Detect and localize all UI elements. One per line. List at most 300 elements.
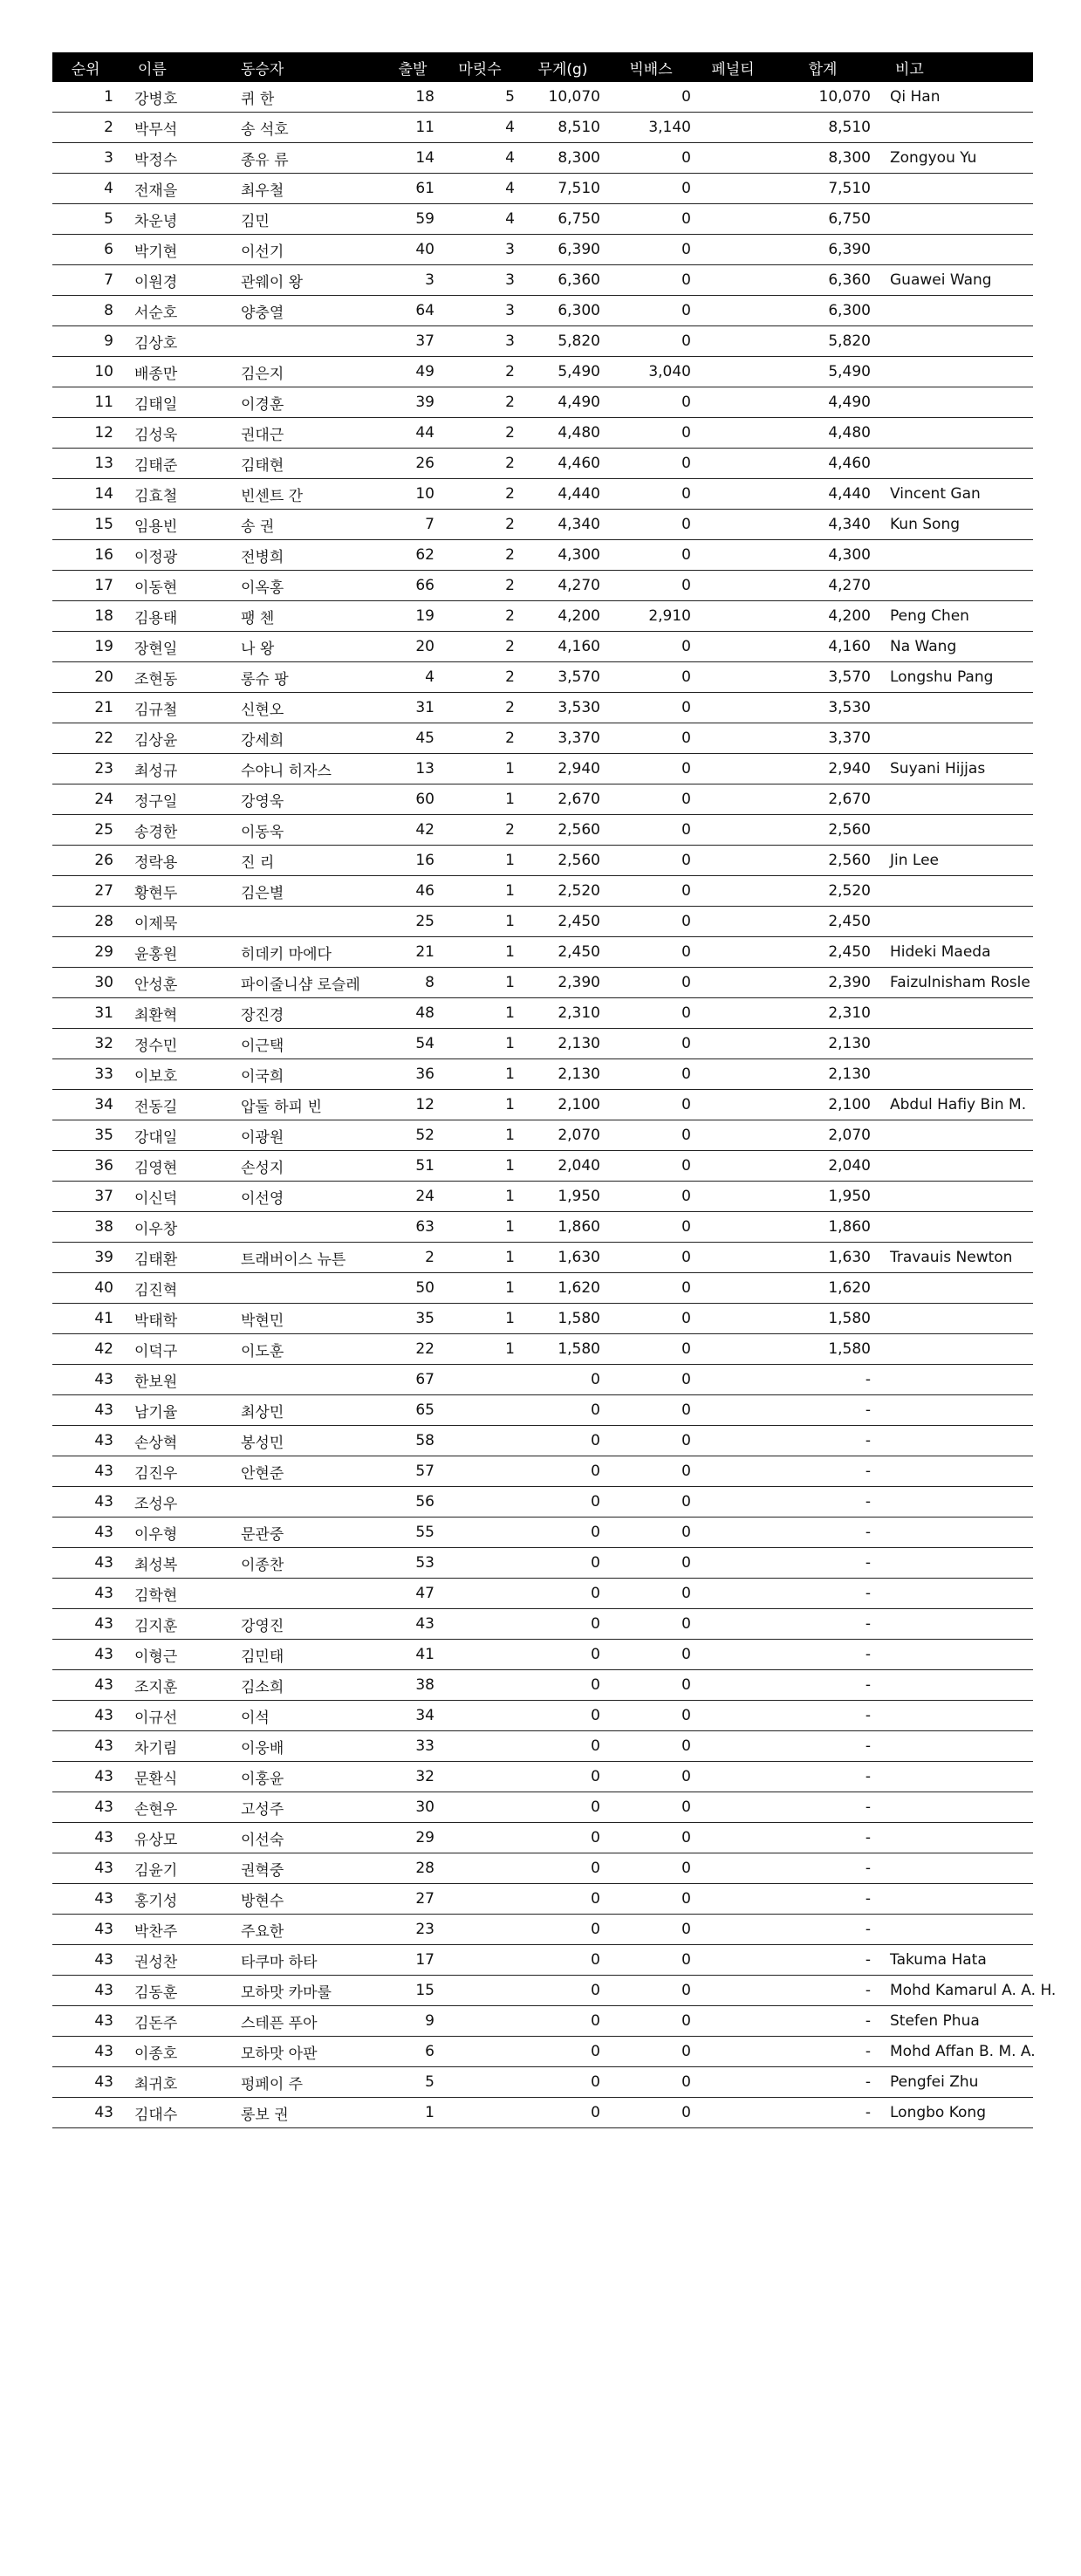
cell-rank: 3 — [52, 143, 119, 174]
cell-co-angler: 이옥홍 — [227, 571, 386, 601]
cell-note — [876, 1212, 1033, 1243]
cell-note — [876, 1701, 1033, 1731]
cell-name: 임용빈 — [119, 510, 227, 540]
cell-note — [876, 1120, 1033, 1151]
cell-start: 58 — [386, 1426, 440, 1456]
table-row — [52, 784, 1033, 815]
cell-fish-count: 1 — [440, 1029, 520, 1059]
table-row — [52, 1518, 1033, 1548]
cell-co-angler: 강영진 — [227, 1609, 386, 1640]
cell-weight: 0 — [520, 1456, 605, 1487]
cell-total: - — [770, 2098, 876, 2128]
cell-name: 이동현 — [119, 571, 227, 601]
cell-weight: 3,570 — [520, 662, 605, 693]
cell-note — [876, 1456, 1033, 1487]
header-name: 이름 — [119, 52, 227, 82]
cell-weight: 1,580 — [520, 1304, 605, 1334]
cell-note — [876, 204, 1033, 235]
cell-co-angler: 이국희 — [227, 1059, 386, 1090]
table-row — [52, 1120, 1033, 1151]
cell-rank: 43 — [52, 1548, 119, 1579]
cell-rank: 19 — [52, 632, 119, 662]
cell-note — [876, 113, 1033, 143]
cell-name: 전동길 — [119, 1090, 227, 1120]
cell-total: 1,580 — [770, 1334, 876, 1365]
cell-start: 2 — [386, 1243, 440, 1273]
cell-big-bass: 0 — [605, 1273, 696, 1304]
cell-name: 김태환 — [119, 1243, 227, 1273]
cell-name: 차기림 — [119, 1731, 227, 1762]
cell-rank: 43 — [52, 1579, 119, 1609]
cell-name: 최귀호 — [119, 2067, 227, 2098]
cell-note — [876, 1609, 1033, 1640]
cell-co-angler: 주요한 — [227, 1915, 386, 1945]
table-row — [52, 204, 1033, 235]
cell-name: 이보호 — [119, 1059, 227, 1090]
cell-note: Hideki Maeda — [876, 937, 1033, 968]
cell-penalty — [696, 296, 770, 326]
cell-rank: 36 — [52, 1151, 119, 1182]
cell-weight: 0 — [520, 1548, 605, 1579]
cell-weight: 2,130 — [520, 1029, 605, 1059]
cell-weight: 0 — [520, 1762, 605, 1792]
table-row — [52, 632, 1033, 662]
cell-penalty — [696, 1365, 770, 1395]
header-co-angler: 동승자 — [227, 52, 386, 82]
cell-co-angler: 이경훈 — [227, 387, 386, 418]
cell-rank: 43 — [52, 1365, 119, 1395]
cell-co-angler: 방현수 — [227, 1884, 386, 1915]
cell-fish-count: 1 — [440, 998, 520, 1029]
cell-start: 20 — [386, 632, 440, 662]
cell-co-angler: 이석 — [227, 1701, 386, 1731]
cell-penalty — [696, 387, 770, 418]
cell-big-bass: 0 — [605, 815, 696, 846]
cell-fish-count: 1 — [440, 1151, 520, 1182]
cell-penalty — [696, 418, 770, 449]
cell-start: 29 — [386, 1823, 440, 1853]
cell-co-angler: 김은별 — [227, 876, 386, 907]
cell-rank: 16 — [52, 540, 119, 571]
cell-co-angler: 이광원 — [227, 1120, 386, 1151]
cell-name: 김진우 — [119, 1456, 227, 1487]
cell-total: 4,440 — [770, 479, 876, 510]
cell-big-bass: 3,140 — [605, 113, 696, 143]
cell-total: 4,200 — [770, 601, 876, 632]
cell-co-angler: 이도훈 — [227, 1334, 386, 1365]
cell-rank: 43 — [52, 1884, 119, 1915]
cell-name: 이제묵 — [119, 907, 227, 937]
cell-fish-count — [440, 1976, 520, 2006]
cell-start: 23 — [386, 1915, 440, 1945]
cell-weight: 8,300 — [520, 143, 605, 174]
table-row — [52, 815, 1033, 846]
cell-fish-count: 1 — [440, 1273, 520, 1304]
table-row — [52, 1395, 1033, 1426]
cell-total: 2,100 — [770, 1090, 876, 1120]
cell-fish-count — [440, 1426, 520, 1456]
cell-total: - — [770, 1976, 876, 2006]
cell-total: 2,450 — [770, 907, 876, 937]
cell-big-bass: 0 — [605, 1059, 696, 1090]
cell-start: 9 — [386, 2006, 440, 2037]
cell-rank: 41 — [52, 1304, 119, 1334]
cell-penalty — [696, 174, 770, 204]
table-row — [52, 1579, 1033, 1609]
cell-rank: 9 — [52, 326, 119, 357]
cell-penalty — [696, 1151, 770, 1182]
cell-big-bass: 0 — [605, 1640, 696, 1670]
cell-rank: 43 — [52, 1609, 119, 1640]
header-note: 비고 — [876, 52, 1033, 82]
cell-name: 이원경 — [119, 265, 227, 296]
cell-note: Stefen Phua — [876, 2006, 1033, 2037]
cell-name: 조현동 — [119, 662, 227, 693]
cell-big-bass: 0 — [605, 418, 696, 449]
cell-note: Faizulnisham Rosle — [876, 968, 1033, 998]
cell-weight: 7,510 — [520, 174, 605, 204]
cell-fish-count: 1 — [440, 784, 520, 815]
cell-total: - — [770, 1548, 876, 1579]
cell-total: - — [770, 1487, 876, 1518]
cell-penalty — [696, 937, 770, 968]
cell-rank: 40 — [52, 1273, 119, 1304]
cell-penalty — [696, 1731, 770, 1762]
cell-co-angler: 고성주 — [227, 1792, 386, 1823]
cell-total: - — [770, 1945, 876, 1976]
cell-big-bass: 0 — [605, 968, 696, 998]
cell-note — [876, 1365, 1033, 1395]
cell-big-bass: 0 — [605, 1579, 696, 1609]
table-row — [52, 1915, 1033, 1945]
cell-penalty — [696, 1273, 770, 1304]
table-row — [52, 265, 1033, 296]
cell-start: 49 — [386, 357, 440, 387]
cell-weight: 4,200 — [520, 601, 605, 632]
cell-rank: 43 — [52, 1976, 119, 2006]
table-row — [52, 296, 1033, 326]
cell-start: 41 — [386, 1640, 440, 1670]
cell-big-bass: 0 — [605, 449, 696, 479]
cell-co-angler: 모하맛 아판 — [227, 2037, 386, 2067]
cell-rank: 43 — [52, 1823, 119, 1853]
cell-name: 김대수 — [119, 2098, 227, 2128]
cell-weight: 0 — [520, 2037, 605, 2067]
cell-total: - — [770, 2006, 876, 2037]
cell-total: 2,040 — [770, 1151, 876, 1182]
cell-note: Zongyou Yu — [876, 143, 1033, 174]
cell-weight: 6,390 — [520, 235, 605, 265]
cell-co-angler: 권대근 — [227, 418, 386, 449]
cell-start: 50 — [386, 1273, 440, 1304]
cell-weight: 0 — [520, 1915, 605, 1945]
cell-weight: 4,490 — [520, 387, 605, 418]
cell-name: 김영현 — [119, 1151, 227, 1182]
cell-name: 문환식 — [119, 1762, 227, 1792]
cell-name: 안성훈 — [119, 968, 227, 998]
cell-total: 4,300 — [770, 540, 876, 571]
cell-weight: 4,300 — [520, 540, 605, 571]
cell-note: Guawei Wang — [876, 265, 1033, 296]
cell-name: 장현일 — [119, 632, 227, 662]
cell-fish-count — [440, 1762, 520, 1792]
cell-total: - — [770, 1701, 876, 1731]
table-row — [52, 174, 1033, 204]
cell-fish-count: 3 — [440, 265, 520, 296]
cell-penalty — [696, 662, 770, 693]
table-row — [52, 1182, 1033, 1212]
cell-big-bass: 0 — [605, 1243, 696, 1273]
cell-rank: 8 — [52, 296, 119, 326]
cell-weight: 6,300 — [520, 296, 605, 326]
cell-note — [876, 1334, 1033, 1365]
table-body — [52, 82, 1057, 2128]
cell-rank: 11 — [52, 387, 119, 418]
cell-note — [876, 1518, 1033, 1548]
cell-start: 56 — [386, 1487, 440, 1518]
cell-note: Longbo Kong — [876, 2098, 1033, 2128]
cell-note — [876, 1670, 1033, 1701]
cell-rank: 43 — [52, 1915, 119, 1945]
cell-start: 47 — [386, 1579, 440, 1609]
cell-rank: 29 — [52, 937, 119, 968]
cell-note: Jin Lee — [876, 846, 1033, 876]
cell-note — [876, 1579, 1033, 1609]
cell-note — [876, 1823, 1033, 1853]
cell-big-bass: 0 — [605, 1487, 696, 1518]
cell-fish-count: 1 — [440, 754, 520, 784]
cell-penalty — [696, 876, 770, 907]
cell-start: 59 — [386, 204, 440, 235]
table-row — [52, 876, 1033, 907]
cell-fish-count — [440, 1640, 520, 1670]
cell-big-bass: 3,040 — [605, 357, 696, 387]
cell-name: 서순호 — [119, 296, 227, 326]
cell-big-bass: 0 — [605, 632, 696, 662]
cell-co-angler: 박현민 — [227, 1304, 386, 1334]
cell-big-bass: 0 — [605, 784, 696, 815]
cell-note — [876, 1059, 1033, 1090]
cell-big-bass: 0 — [605, 174, 696, 204]
cell-note — [876, 235, 1033, 265]
cell-co-angler: 강세희 — [227, 723, 386, 754]
cell-co-angler: 퀴 한 — [227, 82, 386, 113]
cell-rank: 12 — [52, 418, 119, 449]
table-row — [52, 449, 1033, 479]
cell-rank: 43 — [52, 1456, 119, 1487]
cell-weight: 0 — [520, 1487, 605, 1518]
cell-rank: 7 — [52, 265, 119, 296]
cell-weight: 0 — [520, 2006, 605, 2037]
cell-co-angler: 이선기 — [227, 235, 386, 265]
table-row — [52, 540, 1033, 571]
cell-name: 윤홍원 — [119, 937, 227, 968]
cell-rank: 32 — [52, 1029, 119, 1059]
cell-note — [876, 815, 1033, 846]
cell-co-angler: 전병희 — [227, 540, 386, 571]
cell-rank: 27 — [52, 876, 119, 907]
cell-note — [876, 418, 1033, 449]
cell-total: 7,510 — [770, 174, 876, 204]
cell-penalty — [696, 1120, 770, 1151]
table-row — [52, 754, 1033, 784]
cell-weight: 0 — [520, 1609, 605, 1640]
cell-co-angler: 팽 첸 — [227, 601, 386, 632]
cell-start: 32 — [386, 1762, 440, 1792]
cell-weight: 2,070 — [520, 1120, 605, 1151]
cell-weight: 1,630 — [520, 1243, 605, 1273]
cell-weight: 2,450 — [520, 937, 605, 968]
cell-penalty — [696, 693, 770, 723]
cell-penalty — [696, 1090, 770, 1120]
cell-big-bass: 0 — [605, 1976, 696, 2006]
cell-big-bass: 0 — [605, 571, 696, 601]
cell-big-bass: 0 — [605, 1792, 696, 1823]
cell-total: - — [770, 1640, 876, 1670]
cell-start: 21 — [386, 937, 440, 968]
cell-name: 이우창 — [119, 1212, 227, 1243]
cell-weight: 0 — [520, 1731, 605, 1762]
cell-total: 6,750 — [770, 204, 876, 235]
cell-weight: 0 — [520, 1976, 605, 2006]
cell-name: 김태일 — [119, 387, 227, 418]
cell-start: 61 — [386, 174, 440, 204]
cell-fish-count: 2 — [440, 693, 520, 723]
cell-note — [876, 1792, 1033, 1823]
cell-co-angler: 안현준 — [227, 1456, 386, 1487]
cell-name: 송경한 — [119, 815, 227, 846]
cell-name: 강대일 — [119, 1120, 227, 1151]
table-row — [52, 1456, 1033, 1487]
table-row — [52, 601, 1033, 632]
cell-total: 4,460 — [770, 449, 876, 479]
cell-total: - — [770, 1579, 876, 1609]
cell-co-angler: 최상민 — [227, 1395, 386, 1426]
cell-weight: 0 — [520, 2067, 605, 2098]
cell-co-angler: 이선영 — [227, 1182, 386, 1212]
table-row — [52, 968, 1033, 998]
cell-penalty — [696, 907, 770, 937]
cell-co-angler — [227, 1487, 386, 1518]
cell-start: 16 — [386, 846, 440, 876]
cell-name: 김규철 — [119, 693, 227, 723]
cell-big-bass: 0 — [605, 2098, 696, 2128]
table-row — [52, 1334, 1033, 1365]
cell-start: 3 — [386, 265, 440, 296]
header-total: 합계 — [770, 52, 876, 82]
cell-start: 38 — [386, 1670, 440, 1701]
cell-fish-count — [440, 1609, 520, 1640]
cell-penalty — [696, 2006, 770, 2037]
cell-start: 66 — [386, 571, 440, 601]
cell-fish-count: 1 — [440, 937, 520, 968]
cell-total: 6,390 — [770, 235, 876, 265]
cell-penalty — [696, 1059, 770, 1090]
cell-note — [876, 387, 1033, 418]
cell-penalty — [696, 754, 770, 784]
cell-co-angler: 모하맛 카마룰 — [227, 1976, 386, 2006]
cell-co-angler: 파이줄니샴 로슬레 — [227, 968, 386, 998]
cell-name: 최성복 — [119, 1548, 227, 1579]
cell-weight: 0 — [520, 1823, 605, 1853]
cell-fish-count — [440, 1579, 520, 1609]
cell-co-angler: 손성지 — [227, 1151, 386, 1182]
cell-total: - — [770, 1915, 876, 1945]
cell-note: Mohd Affan B. M. A. — [876, 2037, 1033, 2067]
cell-total: 2,940 — [770, 754, 876, 784]
cell-weight: 2,560 — [520, 846, 605, 876]
cell-total: 2,560 — [770, 815, 876, 846]
cell-total: 5,820 — [770, 326, 876, 357]
cell-co-angler: 송 석호 — [227, 113, 386, 143]
cell-start: 54 — [386, 1029, 440, 1059]
cell-name: 이우형 — [119, 1518, 227, 1548]
cell-big-bass: 0 — [605, 662, 696, 693]
cell-co-angler: 김은지 — [227, 357, 386, 387]
cell-fish-count: 5 — [440, 82, 520, 113]
cell-start: 35 — [386, 1304, 440, 1334]
cell-rank: 26 — [52, 846, 119, 876]
cell-start: 14 — [386, 143, 440, 174]
cell-weight: 2,100 — [520, 1090, 605, 1120]
cell-total: 2,670 — [770, 784, 876, 815]
cell-penalty — [696, 1976, 770, 2006]
cell-rank: 17 — [52, 571, 119, 601]
cell-big-bass: 0 — [605, 1762, 696, 1792]
cell-fish-count: 2 — [440, 387, 520, 418]
cell-co-angler: 트래버이스 뉴튼 — [227, 1243, 386, 1273]
cell-start: 36 — [386, 1059, 440, 1090]
cell-start: 30 — [386, 1792, 440, 1823]
cell-note: Takuma Hata — [876, 1945, 1033, 1976]
cell-penalty — [696, 784, 770, 815]
cell-big-bass: 0 — [605, 1670, 696, 1701]
cell-fish-count — [440, 1853, 520, 1884]
cell-fish-count: 2 — [440, 601, 520, 632]
cell-fish-count: 4 — [440, 174, 520, 204]
cell-rank: 10 — [52, 357, 119, 387]
cell-fish-count: 1 — [440, 1212, 520, 1243]
cell-rank: 43 — [52, 1487, 119, 1518]
cell-start: 33 — [386, 1731, 440, 1762]
cell-total: - — [770, 1853, 876, 1884]
cell-note — [876, 876, 1033, 907]
cell-big-bass: 0 — [605, 1731, 696, 1762]
cell-big-bass: 0 — [605, 1823, 696, 1853]
cell-penalty — [696, 2098, 770, 2128]
cell-note — [876, 1487, 1033, 1518]
cell-rank: 5 — [52, 204, 119, 235]
table-row — [52, 387, 1033, 418]
cell-big-bass: 0 — [605, 1548, 696, 1579]
header-start: 출발 — [386, 52, 440, 82]
cell-start: 10 — [386, 479, 440, 510]
cell-name: 박기현 — [119, 235, 227, 265]
cell-note: Na Wang — [876, 632, 1033, 662]
cell-penalty — [696, 1853, 770, 1884]
cell-fish-count: 4 — [440, 143, 520, 174]
cell-total: - — [770, 1731, 876, 1762]
cell-start: 60 — [386, 784, 440, 815]
cell-start: 31 — [386, 693, 440, 723]
table-row — [52, 1304, 1033, 1334]
cell-fish-count: 2 — [440, 357, 520, 387]
cell-rank: 30 — [52, 968, 119, 998]
cell-rank: 6 — [52, 235, 119, 265]
cell-weight: 0 — [520, 1853, 605, 1884]
cell-start: 13 — [386, 754, 440, 784]
cell-big-bass: 0 — [605, 1609, 696, 1640]
